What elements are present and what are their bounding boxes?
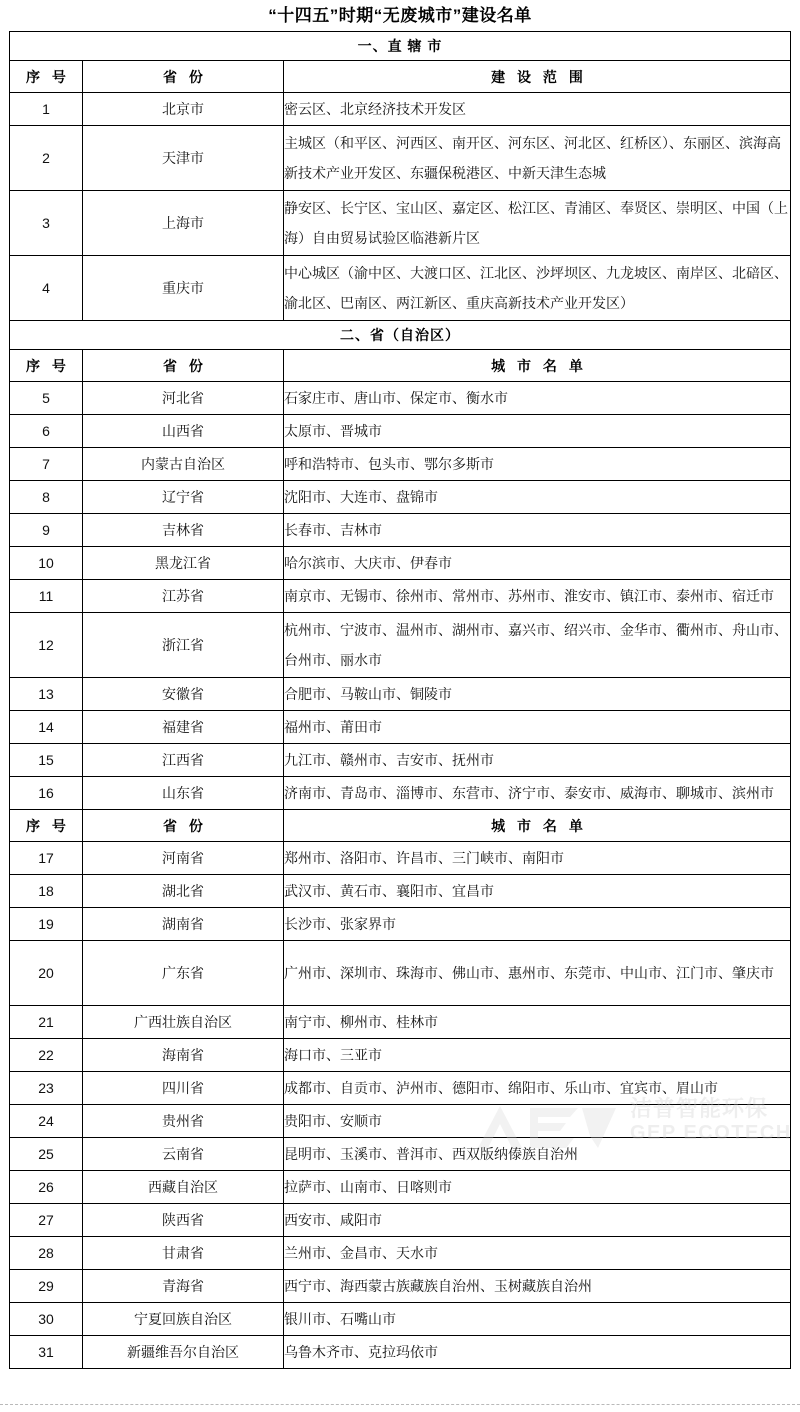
row-index-cell: 20 (10, 941, 83, 1006)
row-city-list-cell: 中心城区（渝中区、大渡口区、江北区、沙坪坝区、九龙坡区、南岸区、北碚区、渝北区、巴南区、两江新区、重庆高新技术产业开发区） (284, 256, 791, 321)
row-province-cell: 海南省 (83, 1039, 284, 1072)
row-index-cell: 30 (10, 1303, 83, 1336)
row-province-cell: 安徽省 (83, 678, 284, 711)
row-index-cell: 25 (10, 1138, 83, 1171)
row-province-cell: 山西省 (83, 415, 284, 448)
table-row (10, 547, 791, 580)
row-index-cell: 19 (10, 908, 83, 941)
table-row (10, 93, 791, 126)
table-row (10, 580, 791, 613)
row-index-cell: 27 (10, 1204, 83, 1237)
row-index-cell: 18 (10, 875, 83, 908)
row-index-cell: 3 (10, 191, 83, 256)
row-province-cell: 上海市 (83, 191, 284, 256)
row-province-cell: 青海省 (83, 1270, 284, 1303)
row-province-cell: 浙江省 (83, 613, 284, 678)
row-city-list-cell: 长沙市、张家界市 (284, 908, 791, 941)
row-province-cell: 天津市 (83, 126, 284, 191)
row-city-list-cell: 银川市、石嘴山市 (284, 1303, 791, 1336)
table-row (10, 711, 791, 744)
row-city-list-cell: 武汉市、黄石市、襄阳市、宜昌市 (284, 875, 791, 908)
row-city-list-cell: 郑州市、洛阳市、许昌市、三门峡市、南阳市 (284, 842, 791, 875)
row-index-cell: 22 (10, 1039, 83, 1072)
row-city-list-cell: 成都市、自贡市、泸州市、德阳市、绵阳市、乐山市、宜宾市、眉山市 (284, 1072, 791, 1105)
table-row (10, 908, 791, 941)
bottom-divider (0, 1404, 800, 1405)
section-banner-2: 二、省（自治区） (10, 321, 791, 350)
column-header-row (10, 61, 791, 93)
row-city-list-cell: 南京市、无锡市、徐州市、常州市、苏州市、淮安市、镇江市、泰州市、宿迁市 (284, 580, 791, 613)
row-city-list-cell: 福州市、莆田市 (284, 711, 791, 744)
row-province-cell: 宁夏回族自治区 (83, 1303, 284, 1336)
row-index-cell: 26 (10, 1171, 83, 1204)
table-row (10, 875, 791, 908)
table-row (10, 382, 791, 415)
row-province-cell: 河南省 (83, 842, 284, 875)
row-city-list-cell: 贵阳市、安顺市 (284, 1105, 791, 1138)
no-waste-city-list-table (9, 31, 791, 1369)
table-row (10, 1303, 791, 1336)
table-row (10, 1270, 791, 1303)
row-index-cell: 11 (10, 580, 83, 613)
table-row (10, 1138, 791, 1171)
row-city-list-cell: 静安区、长宁区、宝山区、嘉定区、松江区、青浦区、奉贤区、崇明区、中国（上海）自由贸易试验区临港新片区 (284, 191, 791, 256)
table-row (10, 1237, 791, 1270)
row-index-cell: 9 (10, 514, 83, 547)
row-index-cell: 12 (10, 613, 83, 678)
column-header-index: 序 号 (10, 350, 83, 382)
table-body (10, 32, 791, 1369)
row-province-cell: 内蒙古自治区 (83, 448, 284, 481)
row-city-list-cell: 西安市、咸阳市 (284, 1204, 791, 1237)
row-city-list-cell: 石家庄市、唐山市、保定市、衡水市 (284, 382, 791, 415)
row-province-cell: 广东省 (83, 941, 284, 1006)
table-row (10, 1171, 791, 1204)
row-index-cell: 15 (10, 744, 83, 777)
column-header-body: 城 市 名 单 (284, 350, 791, 382)
row-city-list-cell: 南宁市、柳州市、桂林市 (284, 1006, 791, 1039)
row-index-cell: 13 (10, 678, 83, 711)
row-city-list-cell: 海口市、三亚市 (284, 1039, 791, 1072)
row-province-cell: 吉林省 (83, 514, 284, 547)
row-province-cell: 重庆市 (83, 256, 284, 321)
table-row (10, 1072, 791, 1105)
table-row (10, 744, 791, 777)
table-row (10, 941, 791, 1006)
table-row (10, 481, 791, 514)
row-province-cell: 山东省 (83, 777, 284, 810)
row-province-cell: 贵州省 (83, 1105, 284, 1138)
row-province-cell: 辽宁省 (83, 481, 284, 514)
row-city-list-cell: 西宁市、海西蒙古族藏族自治州、玉树藏族自治州 (284, 1270, 791, 1303)
row-index-cell: 8 (10, 481, 83, 514)
row-city-list-cell: 乌鲁木齐市、克拉玛依市 (284, 1336, 791, 1369)
table-row (10, 613, 791, 678)
row-province-cell: 江西省 (83, 744, 284, 777)
row-index-cell: 31 (10, 1336, 83, 1369)
row-province-cell: 湖北省 (83, 875, 284, 908)
table-row (10, 1105, 791, 1138)
row-index-cell: 6 (10, 415, 83, 448)
column-header-row (10, 350, 791, 382)
table-row (10, 842, 791, 875)
watermark-cn-text: 洁普智能环保 (630, 1096, 769, 1121)
column-header-index: 序 号 (10, 61, 83, 93)
row-province-cell: 新疆维吾尔自治区 (83, 1336, 284, 1369)
row-city-list-cell: 拉萨市、山南市、日喀则市 (284, 1171, 791, 1204)
section-banner-row (10, 321, 791, 350)
row-city-list-cell: 长春市、吉林市 (284, 514, 791, 547)
watermark-en-text: GEP ECOTECH (630, 1122, 792, 1144)
row-index-cell: 17 (10, 842, 83, 875)
table-row (10, 678, 791, 711)
row-city-list-cell: 兰州市、金昌市、天水市 (284, 1237, 791, 1270)
row-index-cell: 14 (10, 711, 83, 744)
column-header-province: 省 份 (83, 61, 284, 93)
table-row (10, 1204, 791, 1237)
table-row (10, 415, 791, 448)
column-header-index: 序 号 (10, 810, 83, 842)
row-index-cell: 29 (10, 1270, 83, 1303)
row-province-cell: 江苏省 (83, 580, 284, 613)
row-province-cell: 西藏自治区 (83, 1171, 284, 1204)
row-index-cell: 2 (10, 126, 83, 191)
column-header-province: 省 份 (83, 350, 284, 382)
column-header-row (10, 810, 791, 842)
row-index-cell: 1 (10, 93, 83, 126)
row-city-list-cell: 呼和浩特市、包头市、鄂尔多斯市 (284, 448, 791, 481)
column-header-body: 城 市 名 单 (284, 810, 791, 842)
table-row (10, 777, 791, 810)
row-province-cell: 四川省 (83, 1072, 284, 1105)
row-index-cell: 4 (10, 256, 83, 321)
row-index-cell: 5 (10, 382, 83, 415)
row-index-cell: 28 (10, 1237, 83, 1270)
table-row (10, 514, 791, 547)
section-banner-1: 一、直 辖 市 (10, 32, 791, 61)
row-province-cell: 陕西省 (83, 1204, 284, 1237)
row-province-cell: 河北省 (83, 382, 284, 415)
row-city-list-cell: 合肥市、马鞍山市、铜陵市 (284, 678, 791, 711)
section-banner-row (10, 32, 791, 61)
row-city-list-cell: 济南市、青岛市、淄博市、东营市、济宁市、泰安市、威海市、聊城市、滨州市 (284, 777, 791, 810)
row-city-list-cell: 主城区（和平区、河西区、南开区、河东区、河北区、红桥区）、东丽区、滨海高新技术产业开发区、东疆保税港区、中新天津生态城 (284, 126, 791, 191)
row-province-cell: 甘肃省 (83, 1237, 284, 1270)
row-index-cell: 24 (10, 1105, 83, 1138)
row-city-list-cell: 昆明市、玉溪市、普洱市、西双版纳傣族自治州 (284, 1138, 791, 1171)
table-row (10, 126, 791, 191)
row-index-cell: 21 (10, 1006, 83, 1039)
row-province-cell: 北京市 (83, 93, 284, 126)
column-header-body: 建 设 范 围 (284, 61, 791, 93)
column-header-province: 省 份 (83, 810, 284, 842)
table-row (10, 1006, 791, 1039)
row-province-cell: 云南省 (83, 1138, 284, 1171)
row-city-list-cell: 杭州市、宁波市、温州市、湖州市、嘉兴市、绍兴市、金华市、衢州市、舟山市、台州市、丽水市 (284, 613, 791, 678)
row-province-cell: 湖南省 (83, 908, 284, 941)
page-title: “十四五”时期“无废城市”建设名单 (268, 6, 532, 25)
row-city-list-cell: 沈阳市、大连市、盘锦市 (284, 481, 791, 514)
row-city-list-cell: 哈尔滨市、大庆市、伊春市 (284, 547, 791, 580)
row-city-list-cell: 九江市、赣州市、吉安市、抚州市 (284, 744, 791, 777)
row-city-list-cell: 广州市、深圳市、珠海市、佛山市、惠州市、东莞市、中山市、江门市、肇庆市 (284, 941, 791, 1006)
table-row (10, 1336, 791, 1369)
table-row (10, 1039, 791, 1072)
row-province-cell: 福建省 (83, 711, 284, 744)
row-index-cell: 10 (10, 547, 83, 580)
row-city-list-cell: 密云区、北京经济技术开发区 (284, 93, 791, 126)
row-index-cell: 16 (10, 777, 83, 810)
row-province-cell: 黑龙江省 (83, 547, 284, 580)
table-row (10, 448, 791, 481)
table-row (10, 191, 791, 256)
row-city-list-cell: 太原市、晋城市 (284, 415, 791, 448)
row-index-cell: 23 (10, 1072, 83, 1105)
table-row (10, 256, 791, 321)
row-index-cell: 7 (10, 448, 83, 481)
row-province-cell: 广西壮族自治区 (83, 1006, 284, 1039)
